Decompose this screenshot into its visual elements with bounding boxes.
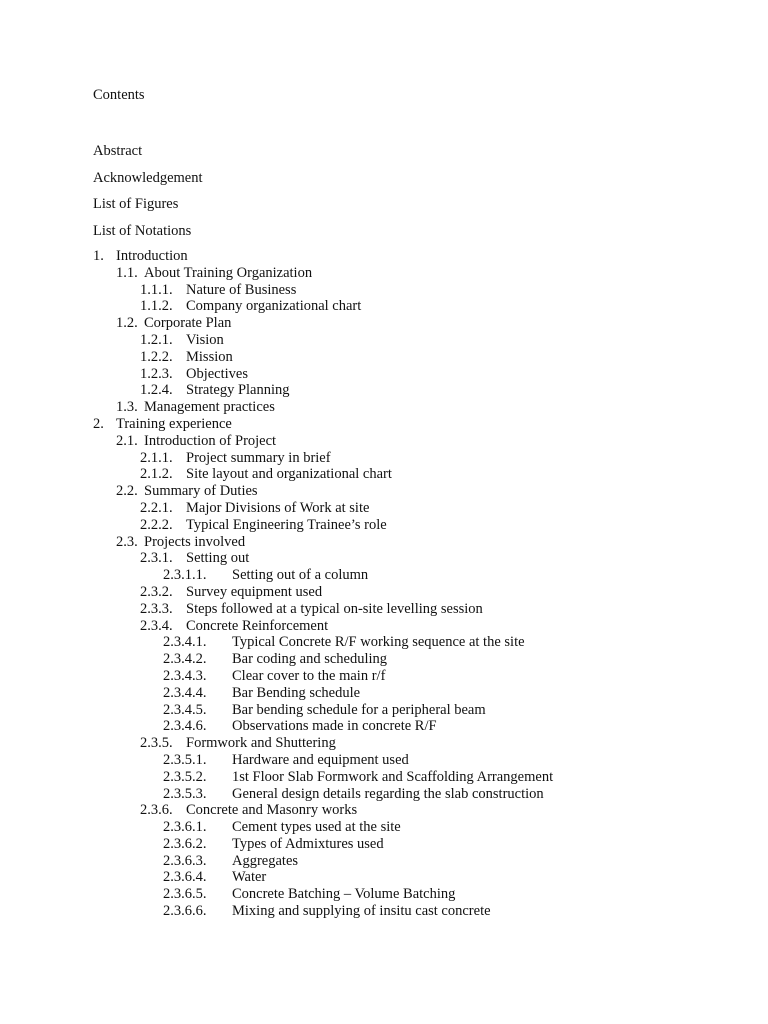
toc-entry-title: Steps followed at a typical on-site levelling session (186, 600, 483, 617)
toc-entry-number: 2.3. (116, 533, 138, 550)
toc-entry-number: 2.3.3. (140, 600, 173, 617)
toc-entry-number: 2.2.2. (140, 516, 173, 533)
toc-entry-title: Types of Admixtures used (232, 835, 384, 852)
toc-entry-number: 2.3.6.2. (163, 835, 207, 852)
toc-entry-title: Corporate Plan (144, 315, 232, 332)
toc-entry-number: 1.1.2. (140, 298, 173, 315)
toc-entry-title: Bar bending schedule for a peripheral beam (232, 701, 486, 718)
toc-entry-title: Cement types used at the site (232, 819, 401, 836)
toc-entry-number: 1.1. (116, 264, 138, 281)
toc-entry-number: 2.2. (116, 483, 138, 500)
front-matter-item: List of Notations (93, 222, 192, 239)
toc-entry-title: Mixing and supplying of insitu cast concrete (232, 903, 491, 920)
toc-entry-number: 2.3.1. (140, 550, 173, 567)
toc-entry-title: Concrete Batching – Volume Batching (232, 886, 456, 903)
toc-entry-number: 2.3.6.3. (163, 852, 207, 869)
toc-entry-title: Training experience (116, 415, 232, 432)
front-matter-item: List of Figures (93, 196, 179, 212)
toc-entry-title: About Training Organization (144, 264, 313, 281)
toc-entry-title: Concrete Reinforcement (186, 617, 329, 634)
toc-entry-title: Clear cover to the main r/f (232, 667, 386, 684)
toc-entry-title: Project summary in brief (186, 449, 331, 466)
toc-entry-number: 2.3.2. (140, 583, 173, 600)
toc-entry-title: Nature of Business (186, 281, 297, 298)
toc-entry-number: 1.2.2. (140, 348, 173, 365)
toc-entry-title: General design details regarding the slab construction (232, 785, 544, 802)
toc-entry-number: 1.3. (116, 399, 138, 416)
toc-entry-number: 2.3.6.6. (163, 903, 207, 920)
toc-entry-number: 2.1.2. (140, 466, 173, 483)
toc-entry-number: 2.3.6. (140, 802, 173, 819)
toc-entry-number: 1.2.4. (140, 382, 173, 399)
toc-entry-title: Management practices (144, 399, 275, 416)
front-matter-item: Abstract (93, 143, 143, 159)
toc-entry-number: 2.3.4.6. (163, 718, 207, 735)
toc-entry-title: Bar coding and scheduling (232, 651, 388, 668)
toc-entry-title: Typical Concrete R/F working sequence at the site (232, 634, 525, 651)
toc-entry-number: 2.3.4.5. (163, 701, 207, 718)
toc-entry-number: 2.3.6.4. (163, 869, 207, 886)
toc-entry-title: Concrete and Masonry works (186, 802, 358, 819)
toc-entry-title: Setting out of a column (232, 567, 369, 584)
toc-entry-title: Vision (186, 331, 224, 348)
toc-entry-number: 2.3.4.1. (163, 634, 207, 651)
toc-entry-title: Major Divisions of Work at site (186, 499, 370, 516)
toc-entry-number: 2.3.1.1. (163, 567, 207, 584)
toc-entry-title: Hardware and equipment used (232, 751, 409, 768)
front-matter-item: Acknowledgement (93, 169, 203, 186)
toc-entry-title: Mission (186, 348, 233, 365)
toc-entry-number: 2.3.5.2. (163, 768, 207, 785)
toc-entry-number: 2.1.1. (140, 449, 173, 466)
toc-entry-title: Typical Engineering Trainee’s role (186, 516, 387, 533)
toc-entry-number: 2.1. (116, 432, 138, 449)
toc-entry-number: 2.3.5.1. (163, 751, 207, 768)
toc-entry-number: 2.3.6.5. (163, 886, 207, 903)
front-matter-list (93, 142, 203, 248)
toc-entry-number: 1.2. (116, 315, 138, 332)
toc-entry-number: 1.1.1. (140, 281, 173, 298)
toc-entry-title: Water (232, 869, 267, 886)
toc-entry-number: 2.3.4.2. (163, 651, 207, 668)
toc-entry-number: 2.3.4. (140, 617, 173, 634)
toc-entry-title: Summary of Duties (144, 483, 258, 500)
page-title: Contents (93, 87, 145, 103)
toc-entry-title: 1st Floor Slab Formwork and Scaffolding Arrangement (232, 768, 554, 785)
toc-entry-title: Introduction of Project (144, 432, 277, 449)
toc-entry-title: Projects involved (144, 533, 246, 550)
toc-entry-number: 1.2.3. (140, 365, 173, 382)
toc-entry-title: Formwork and Shuttering (186, 735, 336, 752)
toc-entry-number: 2.3.5.3. (163, 785, 207, 802)
toc-entry-title: Site layout and organizational chart (186, 466, 392, 483)
toc-entry-title: Aggregates (232, 852, 299, 869)
toc-entry-title: Setting out (186, 550, 250, 567)
toc-entry-title: Survey equipment used (186, 583, 323, 600)
toc-entry-title: Observations made in concrete R/F (232, 718, 437, 735)
toc-entry-number: 2.3.4.4. (163, 684, 207, 701)
toc-entry-title: Company organizational chart (186, 298, 362, 315)
toc-entry-number: 1.2.1. (140, 331, 173, 348)
toc-entry-number: 2.3.5. (140, 735, 173, 752)
toc-entry-number: 2.3.6.1. (163, 819, 207, 836)
toc-entry-title: Objectives (186, 365, 249, 382)
toc-entry-title: Strategy Planning (186, 382, 290, 399)
toc-entry-title: Bar Bending schedule (232, 684, 361, 701)
toc-entry-number: 2.3.4.3. (163, 667, 207, 684)
toc-entry-number: 2. (93, 415, 104, 432)
toc-entry-title: Introduction (116, 248, 188, 264)
toc-entry-number: 2.2.1. (140, 499, 173, 516)
toc-entry-number: 1. (93, 248, 104, 264)
